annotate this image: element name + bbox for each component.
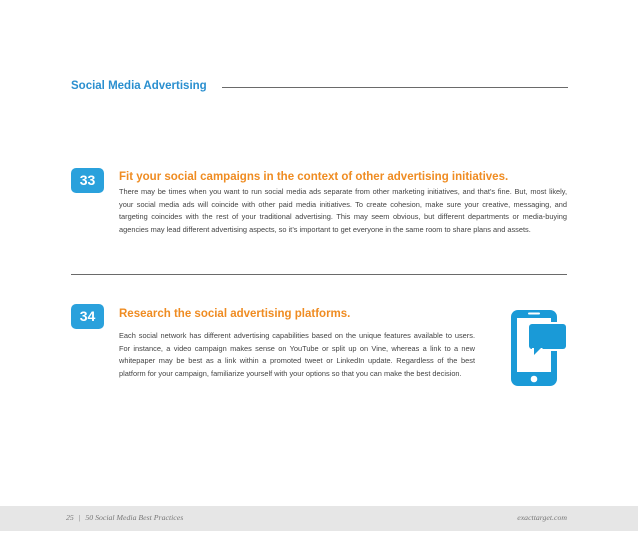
tip-number-badge: 34 [71, 304, 104, 329]
mobile-chat-icon [510, 309, 568, 387]
tip-body: There may be times when you want to run social media ads separate from other marketing initiatives, and that’s fine. But, most likely, your social media ads will coincide with other paid media initiatives. To create cohesion, make sure your creative, messaging, and targeting coincides with the rest of your traditional advertising. This may seem obvious, but different departments or media-buying agencies may lead different advertising aspects, so it’s important to get everyone in the same room to share plans and assets. [119, 187, 567, 234]
document-title: 50 Social Media Best Practices [85, 513, 184, 522]
tip-body: Each social network has different advertising capabilities based on the unique features available to users. For instance, a video campaign makes sense on YouTube or split up on Vine, whereas a link to a new whitepaper may be best as a link within a promoted tweet or LinkedIn update. Regardless of the best platform for your campaign, familiarize yourself with your options so that you can make the best decision. [119, 331, 475, 378]
footer-doc-info [66, 513, 183, 522]
footer-separator: | [78, 513, 81, 522]
tip-title: Research the social advertising platforms. [119, 308, 351, 320]
tip-title: Fit your social campaigns in the context of other advertising initiatives. [119, 171, 509, 183]
tip-divider [71, 274, 567, 275]
section-header-rule [222, 87, 568, 88]
section-header [71, 80, 568, 98]
tip-number-badge: 33 [71, 168, 104, 193]
page-number: 25 [66, 513, 74, 522]
page-footer [0, 506, 638, 531]
section-title: Social Media Advertising [71, 80, 207, 92]
footer-website: exacttarget.com [517, 513, 567, 522]
